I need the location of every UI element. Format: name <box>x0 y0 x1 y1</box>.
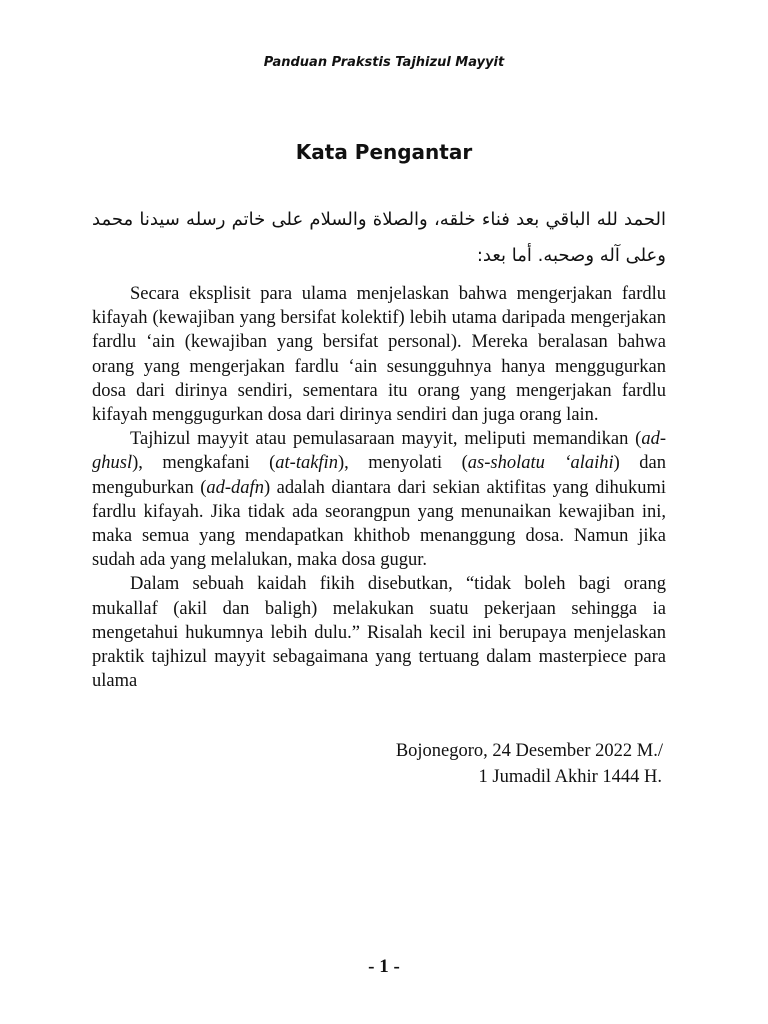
running-header: Panduan Prakstis Tajhizul Mayyit <box>263 55 505 70</box>
term-ad-ghusl: ad-ghusl <box>92 429 666 474</box>
paragraph-2-text-3: ), menyolati ( <box>337 453 468 474</box>
term-at-takfin: at-takfin <box>275 453 338 474</box>
term-as-sholatu-alaihi: as-sholatu ‘alaihi <box>467 453 614 474</box>
paragraph-2-text-1: Tajhizul mayyit atau pemulasaraan mayyit, meliputi memandikan ( <box>130 429 642 450</box>
term-ad-dafn: ad-dafn <box>206 477 264 498</box>
arabic-opening: الحمد لله الباقي بعد فناء خلقه، والصلاة والسلام على خاتم رسله سيدنا محمد وعلى آله وصحبه. أما بعد: <box>92 209 666 266</box>
signature-hijri-date: 1 Jumadil Akhir 1444 H. <box>478 767 662 787</box>
paragraph-2-text-4: ) dan menguburkan ( <box>92 453 666 498</box>
page-number: - 1 - <box>368 956 400 977</box>
paragraph-2-text-5: ) adalah diantara dari sekian aktifitas yang dihukumi fardlu kifayah. Jika tidak ada seorangpun yang menunaikan kewajiban ini, maka semua yang mendapatkan khithob menanggung dosa. Namun jika sudah ada yang melalukan, maka dosa gugur. <box>92 477 666 571</box>
paragraph-2-text-2: ), mengkafani ( <box>132 453 276 474</box>
signature-place-date: Bojonegoro, 24 Desember 2022 M./ <box>395 741 663 761</box>
paragraph-1: Secara eksplisit para ulama menjelaskan bahwa mengerjakan fardlu kifayah (kewajiban yang bersifat kolektif) lebih utama daripada mengerjakan fardlu ‘ain (kewajiban yang bersifat personal). Mereka beralasan bahwa orang yang mengerjakan fardlu ‘ain sesungguhnya hanya menggugurkan dosa dari dirinya sendiri, sementara itu orang yang mengerjakan fardlu kifayah menggugurkan dosa dari dirinya sendiri dan juga orang lain. <box>92 284 666 426</box>
signature-block <box>396 738 663 790</box>
paragraph-2 <box>92 427 666 572</box>
page-title: Kata Pengantar <box>295 140 473 164</box>
body-text <box>92 282 666 693</box>
paragraph-3: Dalam sebuah kaidah fikih disebutkan, “tidak boleh bagi orang mukallaf (akil dan baligh) melakukan suatu pekerjaan sehingga ia mengetahui hukumnya lebih dulu.” Risalah kecil ini berupaya menjelaskan praktik tajhizul mayyit sebagaimana yang tertuang dalam masterpiece para ulama <box>92 574 666 692</box>
